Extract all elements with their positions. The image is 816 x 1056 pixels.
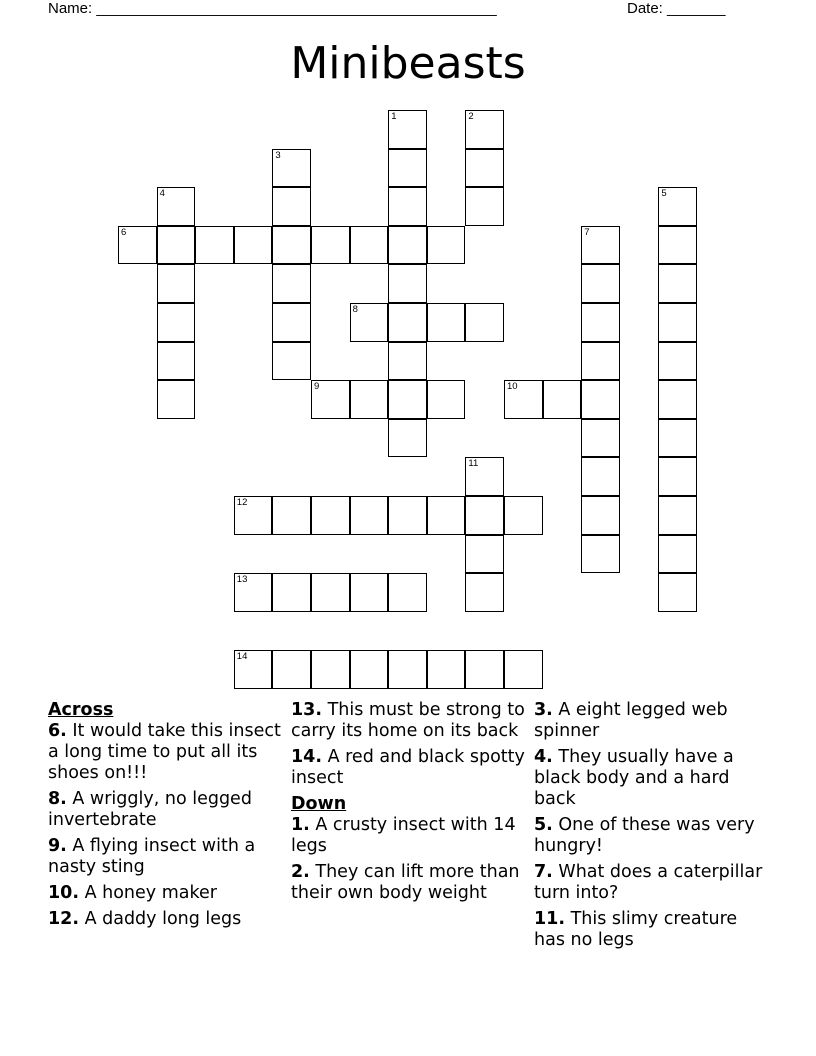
- grid-cell[interactable]: [658, 226, 697, 265]
- clue-across-8: [48, 789, 286, 831]
- clue-column-1: [48, 700, 286, 935]
- clue-number: 3.: [534, 700, 553, 720]
- clue-down-11: [534, 909, 772, 951]
- cell-number: 7: [584, 226, 590, 238]
- clue-across-10: [48, 883, 286, 904]
- clue-number: 9.: [48, 836, 67, 856]
- grid-cell[interactable]: [465, 496, 504, 535]
- grid-cell[interactable]: [543, 380, 582, 419]
- cell-number: 8: [352, 304, 358, 315]
- clue-text: A wriggly, no legged invertebrate: [48, 789, 252, 830]
- clue-number: 1.: [291, 815, 310, 835]
- grid-cell[interactable]: [658, 573, 697, 612]
- grid-cell[interactable]: [350, 496, 389, 535]
- grid-cell[interactable]: [350, 303, 389, 342]
- clue-number: 2.: [291, 862, 310, 882]
- grid-cell[interactable]: [388, 187, 427, 226]
- grid-cell[interactable]: [272, 342, 311, 381]
- date-field[interactable]: Date: _______: [627, 0, 726, 17]
- grid-cell[interactable]: [234, 573, 273, 612]
- grid-cell[interactable]: [157, 342, 196, 381]
- grid-cell[interactable]: [658, 264, 697, 303]
- grid-cell[interactable]: [234, 226, 273, 265]
- clue-text: A crusty insect with 14 legs: [291, 815, 516, 856]
- clue-number: 6.: [48, 721, 67, 741]
- cell-number: 2: [468, 111, 474, 122]
- clue-text: They usually have a black body and a hard back: [534, 747, 734, 809]
- clue-text: What does a caterpillar turn into?: [534, 862, 763, 903]
- grid-cell[interactable]: [658, 496, 697, 535]
- grid-cell[interactable]: [388, 380, 427, 419]
- grid-cell[interactable]: [388, 419, 427, 458]
- grid-cell[interactable]: [272, 303, 311, 342]
- clue-across-6: [48, 721, 286, 784]
- grid-cell[interactable]: [311, 496, 350, 535]
- clue-number: 14.: [291, 747, 323, 767]
- clue-down-5: [534, 815, 772, 857]
- grid-cell[interactable]: [581, 419, 620, 458]
- clue-down-4: [534, 747, 772, 810]
- grid-cell[interactable]: [311, 650, 350, 689]
- clue-number: 11.: [534, 909, 566, 929]
- cell-number: 12: [236, 497, 248, 508]
- grid-cell[interactable]: [658, 419, 697, 458]
- grid-cell[interactable]: [465, 303, 504, 342]
- grid-cell[interactable]: [311, 226, 350, 265]
- clue-text: A red and black spotty insect: [291, 747, 525, 788]
- clue-down-7: [534, 862, 772, 904]
- cell-number: 3: [275, 149, 281, 161]
- grid-cell[interactable]: [388, 264, 427, 303]
- grid-cell[interactable]: [157, 303, 196, 342]
- grid-cell[interactable]: [195, 226, 234, 265]
- clue-text: This slimy creature has no legs: [534, 909, 738, 950]
- grid-cell[interactable]: [157, 187, 196, 226]
- grid-cell[interactable]: [465, 149, 504, 188]
- clue-number: 13.: [291, 700, 323, 720]
- cell-number: 4: [159, 188, 165, 200]
- clue-across-13: [291, 700, 529, 742]
- clue-text: It would take this insect a long time to put all its shoes on!!!: [48, 721, 281, 783]
- clue-across-12: [48, 909, 286, 930]
- clue-text: A eight legged web spinner: [534, 700, 728, 741]
- grid-cell[interactable]: [272, 650, 311, 689]
- cell-number: 6: [121, 226, 127, 238]
- clue-down-1: [291, 815, 529, 857]
- grid-cell[interactable]: [658, 342, 697, 381]
- grid-cell[interactable]: [388, 226, 427, 265]
- grid-cell[interactable]: [272, 496, 311, 535]
- grid-cell[interactable]: [157, 380, 196, 419]
- clue-text: A flying insect with a nasty sting: [48, 836, 256, 877]
- grid-cell[interactable]: [427, 303, 466, 342]
- clue-down-2: [291, 862, 529, 904]
- clue-number: 7.: [534, 862, 553, 882]
- clue-number: 5.: [534, 815, 553, 835]
- grid-cell[interactable]: [157, 264, 196, 303]
- grid-cell[interactable]: [581, 535, 620, 574]
- clue-across-14: [291, 747, 529, 789]
- grid-cell[interactable]: [388, 110, 427, 149]
- clue-number: 12.: [48, 909, 80, 929]
- grid-cell[interactable]: [581, 496, 620, 535]
- grid-cell[interactable]: [504, 496, 543, 535]
- page-title: Minibeasts: [290, 38, 526, 89]
- grid-cell[interactable]: [272, 226, 311, 265]
- grid-cell[interactable]: [350, 226, 389, 265]
- cell-number: 1: [391, 111, 397, 122]
- grid-cell[interactable]: [658, 380, 697, 419]
- clue-text: This must be strong to carry its home on its back: [291, 700, 525, 741]
- grid-cell[interactable]: [272, 149, 311, 188]
- grid-cell[interactable]: [311, 380, 350, 419]
- cell-number: 13: [236, 574, 248, 586]
- grid-cell[interactable]: [118, 226, 157, 265]
- clue-text: A daddy long legs: [79, 909, 242, 929]
- grid-cell[interactable]: [388, 149, 427, 188]
- grid-cell[interactable]: [234, 650, 273, 689]
- grid-cell[interactable]: [388, 496, 427, 535]
- cell-number: 14: [236, 651, 248, 663]
- clue-number: 10.: [48, 883, 80, 903]
- grid-cell[interactable]: [388, 303, 427, 342]
- grid-cell[interactable]: [388, 573, 427, 612]
- grid-cell[interactable]: [272, 187, 311, 226]
- clue-text: One of these was very hungry!: [534, 815, 755, 856]
- clue-down-3: [534, 700, 772, 742]
- grid-cell[interactable]: [465, 187, 504, 226]
- clue-column-2: [291, 700, 529, 909]
- grid-cell[interactable]: [427, 380, 466, 419]
- grid-cell[interactable]: [465, 573, 504, 612]
- grid-cell[interactable]: [234, 496, 273, 535]
- grid-cell[interactable]: [581, 380, 620, 419]
- clue-text: They can lift more than their own body weight: [291, 862, 520, 903]
- grid-cell[interactable]: [465, 457, 504, 496]
- grid-cell[interactable]: [504, 380, 543, 419]
- grid-cell[interactable]: [658, 303, 697, 342]
- grid-cell[interactable]: [504, 650, 543, 689]
- grid-cell[interactable]: [350, 380, 389, 419]
- cell-number: 11: [468, 458, 479, 470]
- across-heading: Across: [48, 700, 114, 720]
- grid-cell[interactable]: [272, 264, 311, 303]
- grid-cell[interactable]: [465, 650, 504, 689]
- down-heading: Down: [291, 794, 347, 814]
- grid-cell[interactable]: [388, 650, 427, 689]
- grid-cell[interactable]: [658, 187, 697, 226]
- grid-cell[interactable]: [311, 573, 350, 612]
- grid-cell[interactable]: [658, 457, 697, 496]
- grid-cell[interactable]: [581, 264, 620, 303]
- grid-cell[interactable]: [157, 226, 196, 265]
- grid-cell[interactable]: [581, 457, 620, 496]
- clue-across-9: [48, 836, 286, 878]
- clue-text: A honey maker: [79, 883, 217, 903]
- grid-cell[interactable]: [581, 226, 620, 265]
- grid-cell[interactable]: [350, 573, 389, 612]
- name-field[interactable]: Name: ________________________________________________: [48, 0, 497, 17]
- grid-cell[interactable]: [658, 535, 697, 574]
- grid-cell[interactable]: [427, 226, 466, 265]
- grid-cell[interactable]: [427, 650, 466, 689]
- grid-cell[interactable]: [465, 535, 504, 574]
- grid-cell[interactable]: [581, 303, 620, 342]
- cell-number: 10: [507, 381, 518, 393]
- grid-cell[interactable]: [581, 342, 620, 381]
- clue-number: 8.: [48, 789, 67, 809]
- cell-number: 5: [661, 188, 667, 200]
- grid-cell[interactable]: [427, 496, 466, 535]
- grid-cell[interactable]: [350, 650, 389, 689]
- grid-cell[interactable]: [388, 342, 427, 381]
- grid-cell[interactable]: [272, 573, 311, 612]
- grid-cell[interactable]: [465, 110, 504, 149]
- clue-column-3: [534, 700, 772, 956]
- clue-number: 4.: [534, 747, 553, 767]
- cell-number: 9: [314, 381, 320, 393]
